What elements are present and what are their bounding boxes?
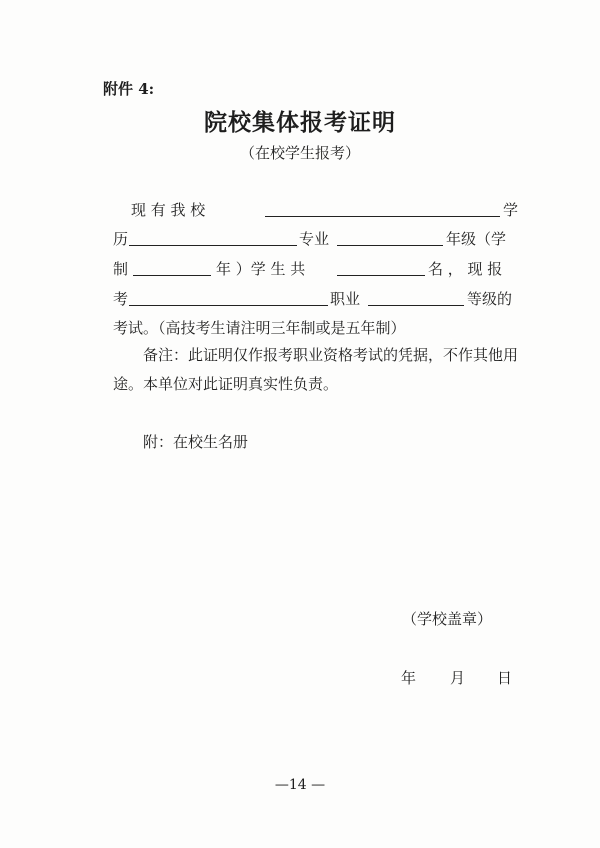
row-lead-text: 考	[113, 290, 129, 308]
form-row-education	[113, 228, 516, 252]
page-subtitle: （在校学生报考）	[239, 144, 360, 162]
row-lead-text: 历	[113, 230, 129, 248]
blank-major-line[interactable]	[337, 245, 443, 246]
blank-count-line[interactable]	[337, 275, 425, 276]
form-row-school	[113, 199, 519, 223]
row-end-text: 学	[503, 201, 519, 219]
remark-paragraph: 备注：此证明仅作报考职业资格考试的凭据，不作其他用途。本单位对此证明真实性负责。	[113, 346, 519, 393]
count-label: 名 ， 现 报	[428, 260, 503, 278]
date-year: 年	[401, 669, 417, 687]
form-row-exam	[113, 317, 516, 341]
blank-education-line[interactable]	[129, 245, 297, 246]
row-lead-text: 现 有 我 校	[131, 201, 206, 219]
students-label: 年 ）学 生 共	[216, 260, 306, 278]
date-day: 日	[497, 669, 513, 687]
form-row-occupation	[113, 288, 516, 312]
blank-system-line[interactable]	[133, 275, 211, 276]
school-seal-label: （学校盖章）	[402, 610, 493, 628]
blank-occupation-line[interactable]	[129, 305, 328, 306]
blank-school-line[interactable]	[265, 216, 500, 217]
page-title: 院校集体报考证明	[204, 109, 396, 136]
occupation-label: 职业	[330, 290, 361, 308]
date-month: 月	[450, 669, 466, 687]
annex-label: 附件 4:	[103, 80, 155, 98]
page-number: —14 —	[274, 777, 326, 793]
major-label: 专业	[299, 230, 330, 248]
row-lead-text: 制	[113, 260, 129, 278]
blank-level-line[interactable]	[368, 305, 464, 306]
form-row-system	[113, 258, 516, 282]
attachment-line: 附：在校生名册	[143, 433, 249, 451]
grade-label: 年级（学	[446, 230, 507, 248]
level-label: 等级的	[467, 290, 513, 308]
exam-note-text: 考试。（高技考生请注明三年制或是五年制）	[113, 319, 406, 337]
